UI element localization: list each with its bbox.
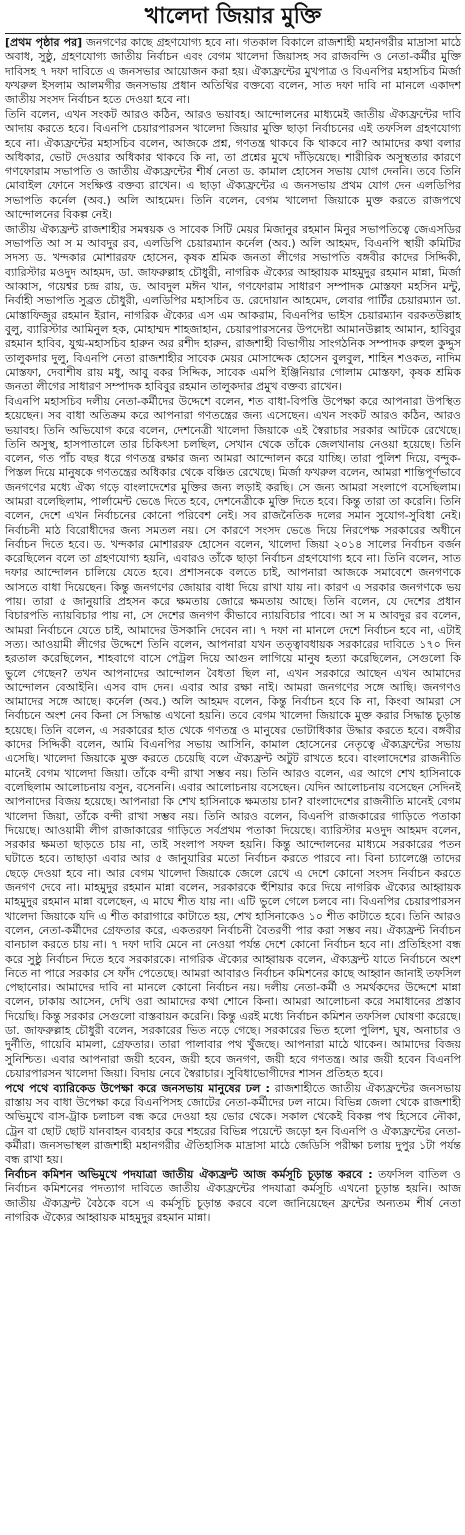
paragraph-text: তফসিল বাতিল ও নির্বাচন কমিশনের পদত্যাগ দাবিতে জাতীয় ঐক্যফ্রন্টের পদযাত্রা কর্মসূচি এখনো চূড়ান্ত হয়নি। আজ জাতীয় ঐক্যফ্রন্ট বৈঠকে বসে এ কর্মসূচি চূড়ান্ত করবে বলে জানিয়েছেন ফ্রন্টের অন্যতম শীর্ষ নেতা নাগরিক ঐক্যের আহ্বায়ক মাহমুদুর রহমান মান্না। (5, 1167, 461, 1224)
paragraph-text: বিএনপি মহাসচিব দলীয় নেতা-কর্মীদের উদ্দেশে বলেন, শত বাধা-বিপত্তি উপেক্ষা করে আপনারা উপস্থিত হয়েছেন। সব বাধা অতিক্রম করে আপনারা গণতন্ত্রের জন্য এসেছেন। এখন সংকট আরও কঠিন, আরও ভয়াবহ। তিনি অভিযোগ করে বলেন, দেশনেত্রী খালেদা জিয়াকে এই স্বৈরাচার সরকার আটকে রেখেছে। তিনি অসুস্থ, হাসপাতালে তার চিকিৎসা চলছিল, সেখান থেকে তাঁকে জেলখানায় নেওয়া হয়েছে। তিনি বলেন, গত পাঁচ বছর ধরে গণতন্ত্র রক্ষার জন্য আমরা আন্দোলন করে যাচ্ছি। তারা পুলিশ দিয়ে, বন্দুক-পিস্তল দিয়ে মানুষকে গণতন্ত্রের অধিকার থেকে বঞ্চিত রেখেছে। মির্জা ফখরুল বলেন, আমরা শান্তিপূর্ণভাবে জনগণের মধ্যে ঐক্য গড়ে বাংলাদেশের মুক্তির জন্য লড়াই করছি। সে জন্য আমরা সংলাপে বসেছিলাম। আমরা বলেছিলাম, পার্লামেন্ট ভেঙে দিতে হবে, দেশনেত্রীকে মুক্তি দিতে হবে। কিন্তু তারা তা করেনি। তিনি বলেন, দেশে এখন নির্বাচনের কোনো পরিবেশ নেই। সব রাজনৈতিক দলের সমান সুযোগ-সুবিধা নেই। নির্বাচনী মাঠ বিরোধীদের জন্য সমতল নয়। সে কারণে সংসদ ভেঙে দিয়ে নিরপেক্ষ সরকারের অধীনে নির্বাচন দিতে হবে। ড. খন্দকার মোশাররফ হোসেন বলেন, খালেদা জিয়া ২০১৪ সালের নির্বাচন বর্জন করেছিলেন বলে তা গ্রহণযোগ্য হয়নি, এবারও তাঁকে ছাড়া নির্বাচন গ্রহণযোগ্য হবে না। তিনি বলেন, সাত দফার আন্দোলন চালিয়ে যেতে হবে। প্রশাসনকে বলতে চাই, আপনারা আজকে সমাবেশে জনগণকে আসতে বাধা দিয়েছেন। কিন্তু জনগণের জোয়ার বাধা দিয়ে রাখা যায় না। কারণ এ সরকার জনগণকে ভয় পায়। তারা ৫ জানুয়ারি প্রহসন করে ক্ষমতায় জোরে ক্ষমতায় আছে। তিনি বলেন, যে দেশের প্রধান বিচারপতি ন্যায়বিচার পায় না, সে দেশের জনগণ কীভাবে ন্যায়বিচার পাবে। আ স ম আবদুর রব বলেন, আমরা নির্বাচনে যেতে চাই, আমাদের উসকানি দেবেন না। ৭ দফা না মানলে দেশে নির্বাচন হবে না, এটাই সত্য। আওয়ামী লীগের উদ্দেশে তিনি বলেন, আপনারা যখন তত্ত্বাবধায়ক সরকারের দাবিতে ১৭০ দিন হরতাল করেছিলেন, শাহবাগে বাসে পেট্রল দিয়ে আগুন লাগিয়ে মানুষ হত্যা করেছিলেন, সেগুলো কি ভুলে গেছেন? তখন আপনাদের আন্দোলন বৈধতা ছিল না, এখন সরকারে আছেন এখন আমাদের আন্দোলন বেআইনি। এসব বাদ দেন। এবার আর রক্ষা নাই। আমরা জনগণের সঙ্গে আছি। জনগণও আমাদের সঙ্গে আছে। কর্নেল (অব.) অলি আহমদ বলেন, কিন্তু নির্বাচন হবে কি না, কিংবা আমরা সে নির্বাচনে অংশ নেব কিনা সে সিদ্ধান্ত এখনো হয়নি। তবে বেগম খালেদা জিয়াকে মুক্ত করার সিদ্ধান্ত চূড়ান্ত হয়েছে। তিনি বলেন, এ সরকারের হাত থেকে গণতন্ত্র ও মানুষের ভোটাধিকার উদ্ধার করতে হবে। বঙ্গবীর কাদের সিদ্দিকী বলেন, আমি বিএনপির সভায় আসিনি, কামাল হোসেনের নেতৃত্বে ঐক্যফ্রন্টের সভায় এসেছি। খালেদা জিয়াকে মুক্ত করতে চেয়েছি বলে ঐক্যফ্রন্ট অটুট রাখতে হবে। বাংলাদেশের রাজনীতি মানেই বেগম খালেদা জিয়া। তাঁকে বন্দী রাখা সম্ভব নয়। তিনি আরও বলেন, এর আগে শেখ হাসিনাকে বলেছিলাম আলোচনায় বসুন, বসেননি। এবার আলোচনায় বসেছেন। যেদিন আলোচনায় বসেছেন সেদিনই আপনাদের বিজয় হয়েছে। আপনারা কি শেখ হাসিনাকে ক্ষমতায় চান? বাংলাদেশের রাজনীতি মানেই বেগম খালেদা জিয়া, তাঁকে বন্দী রাখা সম্ভব নয়। তিনি আরও বলেন, বিএনপি রাজকারের গাড়িতে পতাকা দিয়েছে। আওয়ামী লীগ রাজাকারের গাড়িতে সর্বপ্রথম পতাকা দিয়েছে। ব্যারিস্টার মওদুদ আহমদ বলেন, সরকার ক্ষমতা ছাড়তে চায় না, তাই সংলাপ সফল হয়নি। কিন্তু আন্দোলনের মাধ্যমে সরকারের পতন ঘটাতে হবে। তাছাড়া এবার আর ৫ জানুয়ারির মতো নির্বাচন করতে পারবে না। বিনা চ্যালেঞ্জে তাদের ছেড়ে দেওয়া হবে না। আর বেগম খালেদা জিয়াকে জেলে রেখে এ দেশে কোনো সংসদ নির্বাচন করতে জনগণ দেবে না। মাহমুদুর রহমান মান্না বলেন, সরকারকে হুঁশিয়ার করে দিয়ে নাগরিক ঐক্যের আহ্বায়ক মাহমুদুর রহমান মান্না বলেছেন, এ মাঘে শীত যায় না। এটি ভুলে গেলে চলবে না। বিএনপির চেয়ারপারসন খালেদা জিয়াকে যদি এ শীত কারাগারে কাটাতে হয়, শেখ হাসিনাকেও ১০ শীত কাটাতে হবে। তিনি আরও বলেন, নেতা-কর্মীদের গ্রেফতার করে, একতরফা নির্বাচনী বৈতরণী পার করা সম্ভব নয়। ঐক্যফ্রন্ট নির্বাচন বানচাল করতে চায় না। ৭ দফা দাবি মেনে না নেওয়া পর্যন্ত দেশে কোনো নির্বাচন হবে না। প্রতিহিংসা বন্ধ করে সুষ্ঠু নির্বাচন দিতে হবে সরকারকে। নাগরিক ঐক্যের আহ্বায়ক বলেন, ঐক্যফ্রন্ট যাতে নির্বাচনে অংশ নিতে না পারে সরকার সে ফাঁদ পেতেছে। আমরা আবারও নির্বাচন কমিশনের কাছে আহ্বান জানাই তফসিল পেছানোর। আমাদের দাবি না মানলে কোনো নির্বাচন নয়। দলীয় নেতা-কর্মী ও সমর্থকদের উদ্দেশে মান্না বলেন, ঢাকায় আসেন, দেখি ওরা আমাদের কথা শোনে কিনা। আমরা আলোচনা করে সমাধানের প্রস্তাব দিয়েছি। কিন্তু সরকার সেগুলো বাস্তবায়ন করেনি। কিন্তু এরই মধ্যে নির্বাচন কমিশন তফসিল ঘোষণা করেছে। ডা. জাফরুল্লাহ চৌধুরী বলেন, সরকারের ভিত নড়ে গেছে। সরকারের ভিত হলো পুলিশ, ঘুষ, অনাচার ও দুর্নীতি, গায়েবি মামলা, গ্রেফতার। তারা পালাবার পথ খুঁজছে। আপনারা মাঠে থাকেন। আমাদের বিজয় সুনিশ্চিত। এবার আপনারা জয়ী হবেন, জয়ী হবে জনগণ, জয়ী হবে গণতন্ত্র। আর জয়ী হবেন বিএনপি চেয়ারপারসন খালেদা জিয়া। বিদায় নেবে স্বৈরাচার। সুবিধাভোগীদের শাসন প্রতিহত হবে। (5, 394, 461, 1080)
newspaper-article (0, 2, 465, 1535)
paragraph-3 (5, 223, 461, 395)
headline-rule (5, 33, 461, 34)
headline: খালেদা জিয়ার মুক্তি (144, 4, 322, 29)
paragraph-6 (5, 1168, 461, 1225)
article-body (5, 36, 461, 1225)
paragraph-2 (5, 108, 461, 222)
paragraph-text: জাতীয় ঐক্যফ্রন্ট রাজশাহীর সমন্বয়ক ও সাবেক সিটি মেয়র মিজানুর রহমান মিনুর সভাপতিত্বে জেএসডির সভাপতি আ স ম আবদুর রব, এলডিপি চেয়ারম্যান কর্নেল (অব.) অলি আহমদ, বিএনপি স্থায়ী কমিটির সদস্য ড. খন্দকার মোশাররফ হোসেন, কৃষক শ্রমিক জনতা লীগের সভাপতি বঙ্গবীর কাদের সিদ্দিকী, ব্যারিস্টার মওদুদ আহমদ, ডা. জাফরুল্লাহ চৌধুরী, নাগরিক ঐক্যের আহ্বায়ক মাহমুদুর রহমান মান্না, মির্জা আব্বাস, গয়েশ্বর চন্দ্র রায়, ড. আবদুল মঈন খান, গণফোরাম সাধারণ সম্পাদক মোস্তফা মহসিন মন্টু, নির্বাহী সভাপতি সুব্রত চৌধুরী, এলডিপির মহাসচিব ড. রেদোয়ান আহমেদ, লেবার পার্টির চেয়ারম্যান ডা. মোস্তাফিজুর রহমান ইরান, নাগরিক ঐক্যের এস এম আকরাম, বিএনপির ভাইস চেয়ারম্যান বরকতউল্লাহ বুলু, ব্যারিস্টার আমিনুল হক, মোহাম্মদ শাহজাহান, চেয়ারপারসনের উপদেষ্টা আমানউল্লাহ আমান, হাবিবুর রহমান হাবিব, যুগ্ম-মহাসচিব হারুন অর রশীদ হারুন, রাজশাহী বিভাগীয় সাংগঠনিক সম্পাদক রুহুল কুদ্দুস তালুকদার দুলু, বিএনপি নেতা রাজশাহীর সাবেক মেয়র মোসাদ্দেক হোসেন বুলবুল, শাহিন শওকত, নাদিম মোস্তফা, দেবাশীষ রায় মধু, আবু বকর সিদ্দিক, সাবেক এমপি ইঞ্জিনিয়ার গোলাম মোস্তফা, কৃষক শ্রমিক জনতা লীগের সাধারণ সম্পাদক হাবিবুর রহমান তালুকদার প্রমুখ বক্তব্য রাখেন। (5, 222, 461, 394)
paragraph-1 (5, 36, 461, 107)
paragraph-text: তিনি বলেন, এখন সংকট আরও কঠিন, আরও ভয়াবহ। আন্দোলনের মাধ্যমেই জাতীয় ঐক্যফ্রন্টের দাবি আদায় করতে হবে। বিএনপি চেয়ারপারসন খালেদা জিয়ার মুক্তি ছাড়া নির্বাচনের এই তফসিল গ্রহণযোগ্য হবে না। ঐক্যফ্রন্টের মহাসচিব বলেন, আজকে প্রশ্ন, গণতন্ত্র থাকবে কি থাকবে না? আমাদের কথা বলার অধিকার, ভোট দেওয়ার অধিকার থাকবে কি না, তা প্রশ্নের মুখে দাঁড়িয়েছে। শারীরিক অসুস্থতার কারণে গণফোরাম সভাপতি ও জাতীয় ঐক্যফ্রন্টের শীর্ষ নেতা ড. কামাল হোসেন সভায় যোগ দেননি। তবে তিনি মোবাইল ফোনে সংক্ষিপ্ত বক্তব্য রাখেন। এ ছাড়া ঐক্যফ্রন্টের এ জনসভায় প্রথম যোগ দেন এলডিপির সভাপতি কর্নেল (অব.) অলি আহমেদ। তিনি বলেন, বেগম খালেদা জিয়াকে মুক্ত করতে রাজপথে আন্দোলনের বিকল্প নেই। (5, 107, 461, 222)
section-subhead: পথে পথে ব্যারিকেড উপেক্ষা করে জনসভায় মানুষের ঢল : (5, 1081, 270, 1095)
paragraph-4 (5, 395, 461, 1081)
paragraph-text: জনগণের কাছে গ্রহণযোগ্য হবে না। গতকাল বিকালে রাজশাহী মহানগরীর মাদ্রাসা মাঠে অবাধ, সুষ্ঠু, গ্রহণযোগ্য জাতীয় নির্বাচন এবং বেগম খালেদা জিয়াসহ সব রাজবন্দি ও নেতা-কর্মীর মুক্তি দাবিসহ ৭ দফা দাবিতে এ জনসভার আয়োজন করা হয়। ঐক্যফ্রন্টের মুখপাত্র ও বিএনপির মহাসচিব মির্জা ফখরুল ইসলাম আলমগীর জনসভায় প্রধান অতিথির বক্তব্যে বলেন, সাত দফা দাবি না মানলে একাদশ জাতীয় সংসদ নির্বাচন হতে দেওয়া হবে না। (5, 36, 461, 107)
paragraph-text: রাজশাহীতে জাতীয় ঐক্যফ্রন্টের জনসভায় রাস্তায় সব বাধা উপেক্ষা করে বিএনপিসহ জোটের নেতা-কর্মীদের ঢল নামে। বিভিন্ন জেলা থেকে রাজশাহী অভিমুখে বাস-ট্রাক চলাচল বন্ধ করে দেওয়া হয় ভোর থেকে। সকাল থেকেই বিকল্প পথ হিসেবে নৌকা, ট্রেন বা ছোট ছোট যানবাহন ব্যবহার করে শহরের বিভিন্ন পয়েন্টে জড়ো হন বিএনপি ও ঐক্যফ্রন্টের নেতা-কর্মীরা। জনসভাস্থল রাজশাহী মহানগরীর ঐতিহাসিক মাদ্রাসা মাঠে জেডিসি পরীক্ষা চলায় দুপুর ১টা পর্যন্ত বন্ধ রাখা হয়। (5, 1081, 461, 1167)
continuation-tag: [প্রথম পৃষ্ঠার পর] (5, 36, 83, 49)
section-subhead: নির্বাচন কমিশন অভিমুখে পদযাত্রা জাতীয় ঐক্যফ্রন্ট আজ কর্মসূচি চূড়ান্ত করবে : (5, 1167, 373, 1181)
paragraph-5 (5, 1082, 461, 1168)
